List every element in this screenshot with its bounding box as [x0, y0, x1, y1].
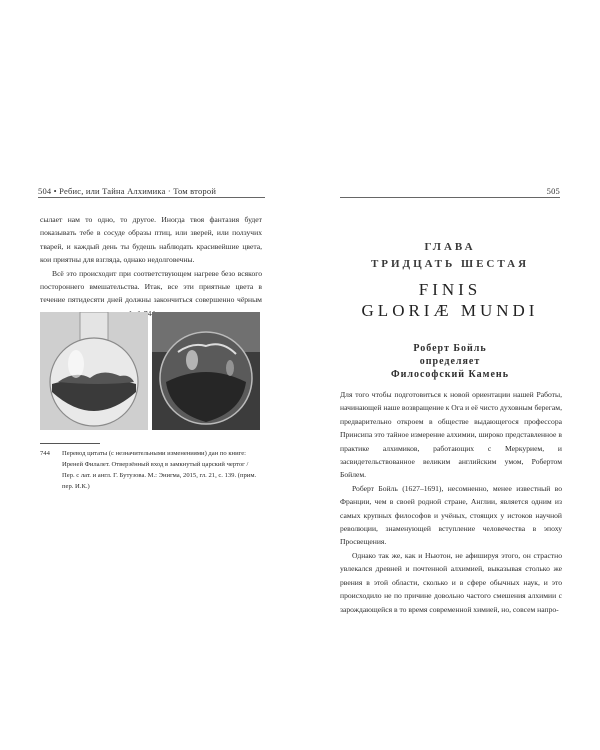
paragraph: сылает нам то одно, то другое. Иногда твоя фантазия будет показывать тебе в сосуде образы птиц, или зверей, или ползучих тварей, и каждый день ты будешь наблюдать красивейшие цвета, кои приятны для взгляда, однако недолговечны. — [40, 215, 262, 265]
footnote-rule — [40, 443, 100, 444]
chapter-title-line1: FINIS — [418, 280, 482, 299]
paragraph: Однако так же, как и Ньютон, не афишируя этого, он страстно увлекался древней и почтенной алхимией, выказывая столько же рвения в этой области, сколько и в сфере обычных наук, и это происходило не по причине довольно частого смешения алхимии с зарождающейся в то время современной химией, но, совсем напро- — [340, 550, 562, 614]
paragraph: Всё это происходит при соответствующем нагреве безо всякого постороннего вмешательства. Итак, все эти приятные цвета в течение пятидесяти дней должны закончиться совершенно чёрным — [40, 268, 262, 305]
running-header-left: 504 • Ребис, или Тайна Алхимика · Том второй — [38, 186, 217, 196]
header-rule-left — [38, 197, 265, 198]
paragraph: Роберт Бойль (1627–1691), несомненно, менее известный во Франции, чем в своей родной стране, Англии, является одним из самых крупных философов и учёных, стоящих у истоков научной революции, знаменующей вступление человечества в эпоху Просвещения. — [340, 483, 562, 547]
body-text-right — [340, 388, 562, 616]
right-page — [300, 0, 600, 750]
footnote-text: Перевод цитаты (с незначительными изменениями) дан по книге: Иреней Филалет. Отверзённый вход в замкнутый царский чертог / Пер. с лат. и англ. Г. Бутузова. М.: Энигма, 2015, гл. 21, с. 139. (прим. пер. И.К.) — [62, 450, 257, 490]
chapter-label: ГЛАВА — [424, 241, 476, 253]
flask-photo-left — [40, 312, 148, 430]
chapter-number: ТРИДЦАТЬ ШЕСТАЯ — [370, 258, 530, 270]
footnote-number: 744 — [40, 450, 50, 457]
paragraph: Для того чтобы подготовиться к новой ориентации нашей Работы, начинающей наше возвращение к Ога и её чисто духовным берегам, предварительно откроем в обществе выдающегося профессора Принсипа это тайное измерение алхимии, широко представленное в практике алхимиков, работающих с Меркурием, и засвидетельствованное великим английским умом, Робертом Бойлем. — [340, 390, 562, 480]
page-number-right: 505 — [546, 186, 560, 196]
flask-photo-right — [152, 312, 260, 430]
section-heading-line3: Философский Камень — [391, 369, 509, 380]
section-heading-line1: Роберт Бойль — [413, 343, 487, 354]
header-rule-right — [340, 197, 560, 198]
body-text-left — [40, 213, 262, 320]
chapter-title-line2: GLORIÆ MUNDI — [361, 301, 539, 320]
footnote — [40, 448, 262, 492]
flask-illustration-left — [40, 312, 148, 430]
flask-illustration-right — [152, 312, 260, 430]
section-heading-line2: определяет — [419, 356, 481, 367]
